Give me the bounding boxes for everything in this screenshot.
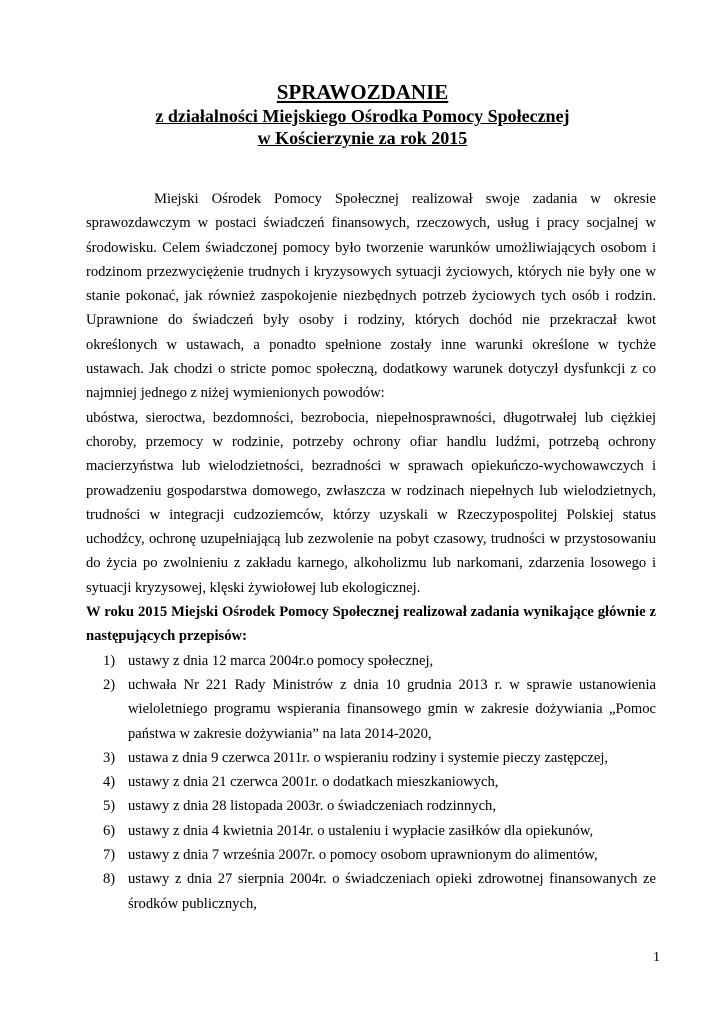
- document-body: [86, 187, 656, 916]
- list-item-number: 1): [103, 652, 116, 669]
- list-item-number: 4): [103, 774, 116, 791]
- list-item-text: ustawy z dnia 27 sierpnia 2004r. o świadczeniach opieki zdrowotnej finansowanych ze środków publicznych,: [128, 871, 656, 912]
- list-item-text: ustawy z dnia 12 marca 2004r.o pomocy społecznej,: [128, 652, 434, 669]
- list-item-text: uchwała Nr 221 Rady Ministrów z dnia 10 grudnia 2013 r. w sprawie ustanowienia wieloletniego programu wspierania finansowego gmin w zakresie dożywiania „Pomoc państwa w zakresie dożywiania” na lata 2014-2020,: [128, 676, 656, 742]
- legal-basis-heading: W roku 2015 Miejski Ośrodek Pomocy Społecznej realizował zadania wynikające głównie z następujących przepisów:: [86, 604, 656, 645]
- list-item-number: 2): [103, 676, 116, 693]
- legal-basis-list: [86, 649, 656, 916]
- document-subtitle-line1: z działalności Miejskiego Ośrodka Pomocy Społecznej: [155, 106, 570, 126]
- list-item: [86, 867, 656, 916]
- list-item-text: ustawy z dnia 7 września 2007r. o pomocy osobom uprawnionym do alimentów,: [128, 847, 598, 864]
- intro-paragraph: Miejski Ośrodek Pomocy Społecznej realizował swoje zadania w okresie sprawozdawczym w postaci świadczeń finansowych, rzeczowych, usług i pracy socjalnej w środowisku. Celem świadczonej pomocy było tworzenie warunków umożliwiających osobom i rodzinom przezwyciężenie trudnych i kryzysowych sytuacji życiowych, których nie były one w stanie pokonać, jak również zaspokojenie niezbędnych potrzeb życiowych tych osób i rodzin. Uprawnione do świadczeń były osoby i rodziny, których dochód nie przekraczał kwot określonych w ustawach, a ponadto spełnione zostały inne warunki określone w tychże ustawach. Jak chodzi o stricte pomoc społeczną, dodatkowy warunek dotyczył dysfunkcji z co najmniej jednego z niżej wymienionych powodów:: [86, 191, 656, 402]
- list-item: [86, 770, 656, 794]
- list-item-number: 7): [103, 847, 116, 864]
- list-item: [86, 794, 656, 818]
- document-title-block: [0, 80, 725, 149]
- list-item-number: 6): [103, 822, 116, 839]
- page-number: 1: [653, 950, 660, 965]
- list-item: [86, 843, 656, 867]
- reasons-paragraph: ubóstwa, sieroctwa, bezdomności, bezrobocia, niepełnosprawności, długotrwałej lub ciężkiej choroby, przemocy w rodzinie, potrzeby ochrony ofiar handlu ludźmi, potrzebą ochrony macierzyństwa lub wielodzietności, bezradności w sprawach opiekuńczo-wychowawczych i prowadzeniu gospodarstwa domowego, zwłaszcza w rodzinach niepełnych lub wielodzietnych, trudności w integracji cudzoziemców, którzy uzyskali w Rzeczypospolitej Polskiej status uchodźcy, ochronę uzupełniającą lub zezwolenie na pobyt czasowy, trudności w przystosowaniu do życia po zwolnieniu z zakładu karnego, alkoholizmu lub narkomani, zdarzenia losowego i sytuacji kryzysowej, klęski żywiołowej lub ekologicznej.: [86, 409, 656, 596]
- list-item: [86, 673, 656, 746]
- list-item-number: 8): [103, 871, 116, 888]
- document-subtitle-line2: w Kościerzynie za rok 2015: [257, 128, 468, 148]
- list-item-text: ustawa z dnia 9 czerwca 2011r. o wspieraniu rodziny i systemie pieczy zastępczej,: [128, 749, 609, 766]
- list-item: [86, 649, 656, 673]
- document-title: SPRAWOZDANIE: [276, 80, 449, 104]
- list-item: [86, 819, 656, 843]
- list-item-number: 3): [103, 749, 116, 766]
- list-item-text: ustawy z dnia 4 kwietnia 2014r. o ustaleniu i wypłacie zasiłków dla opiekunów,: [128, 822, 594, 839]
- list-item-text: ustawy z dnia 21 czerwca 2001r. o dodatkach mieszkaniowych,: [128, 774, 499, 791]
- list-item-number: 5): [103, 798, 116, 815]
- list-item-text: ustawy z dnia 28 listopada 2003r. o świadczeniach rodzinnych,: [128, 798, 496, 815]
- list-item: [86, 746, 656, 770]
